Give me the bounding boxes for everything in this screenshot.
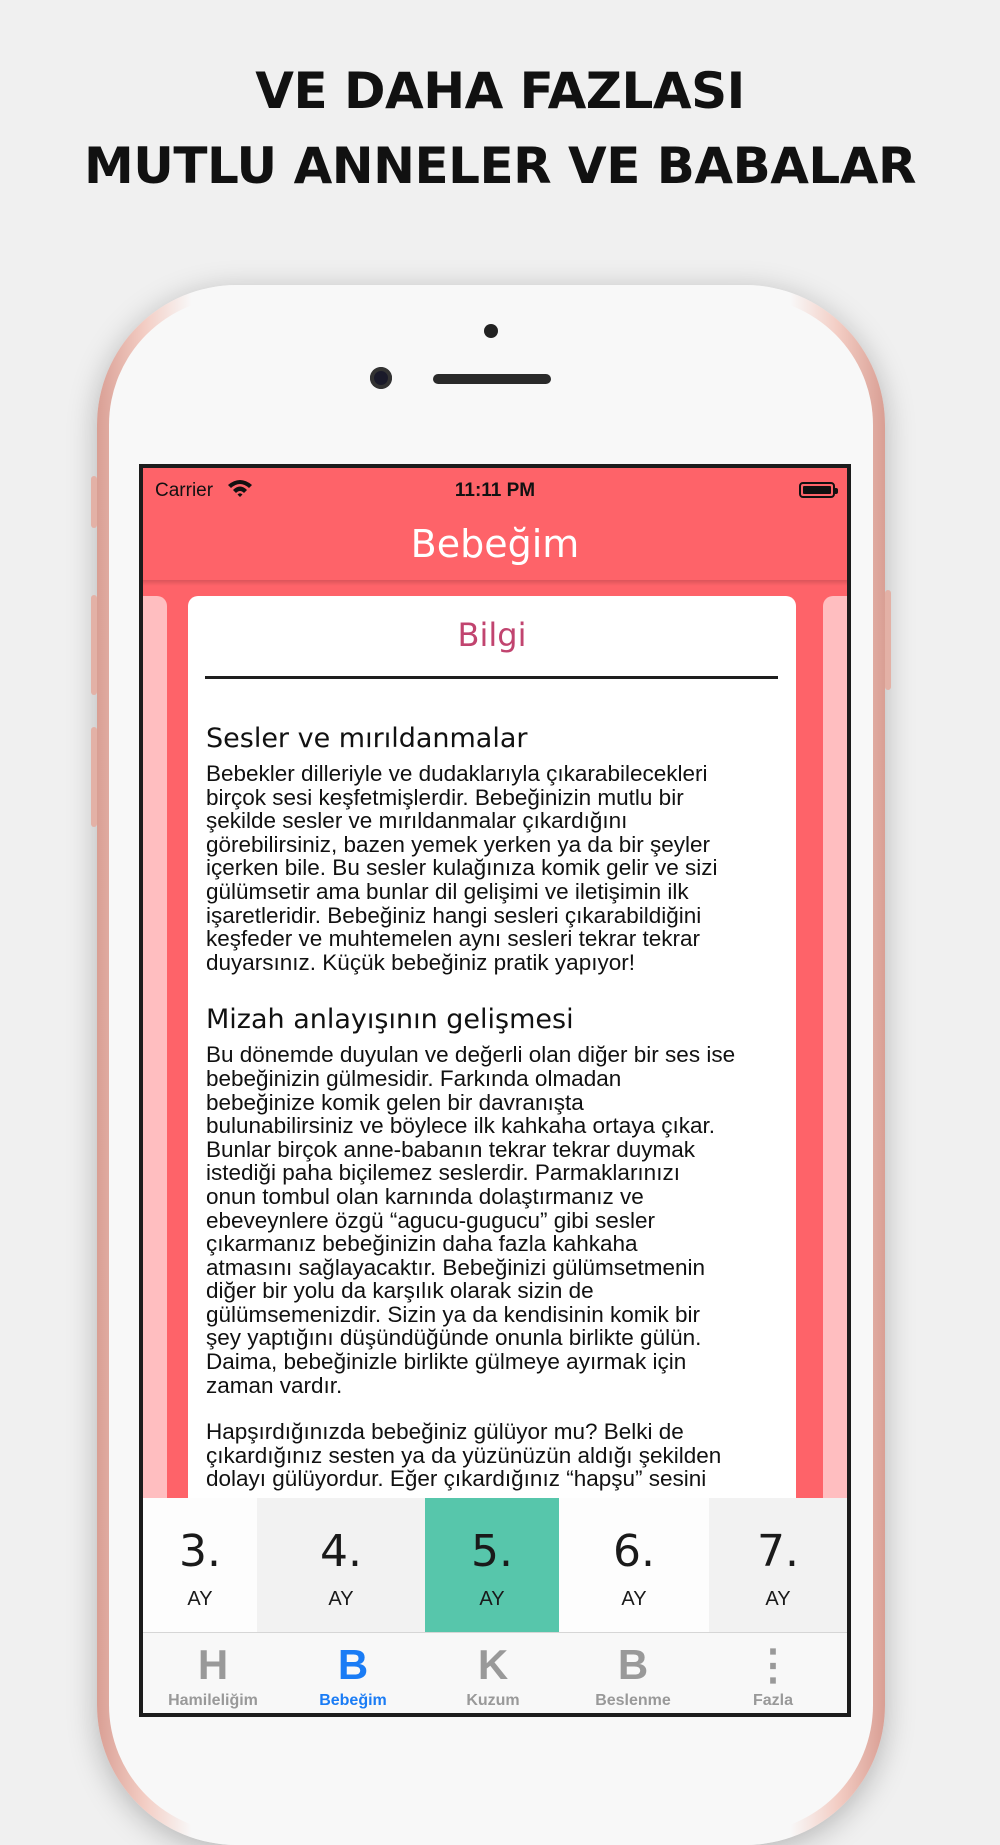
text-line: duyarsınız. Küçük bebeğiniz pratik yapıyor!: [206, 949, 635, 975]
month-number: 6.: [613, 1526, 655, 1577]
text-line: ebeveynlere özgü “agucu-gugucu” gibi sesler: [206, 1207, 656, 1233]
tab-label: Kuzum: [466, 1692, 520, 1709]
card-carousel[interactable]: [143, 580, 847, 1498]
b-letter-icon: B: [617, 1641, 649, 1688]
tab-kuzum[interactable]: [423, 1633, 563, 1714]
month-item-7[interactable]: [709, 1498, 847, 1632]
card-text[interactable]: [206, 723, 784, 1491]
section-heading: Mizah anlayışının gelişmesi: [206, 1004, 574, 1036]
text-line: Bu dönemde duyulan ve değerli olan diğer bir ses ise: [206, 1042, 736, 1068]
month-unit: AY: [328, 1588, 354, 1610]
month-unit: AY: [621, 1588, 647, 1610]
promo-line-2: MUTLU ANNELER VE BABALAR: [84, 137, 916, 195]
month-number: 5.: [471, 1526, 513, 1577]
tab-label: Fazla: [752, 1692, 793, 1709]
month-item-5[interactable]: [425, 1498, 559, 1632]
text-line: gülümsemenizdir. Sizin ya da kendisinin komik bir: [206, 1301, 700, 1327]
info-card[interactable]: [188, 596, 796, 1498]
power-button: [885, 590, 891, 690]
tab-bar: [143, 1632, 847, 1714]
previous-card[interactable]: [143, 596, 167, 1498]
text-line: birçok sesi keşfetmişlerdir. Bebeğinizin mutlu bir: [206, 784, 684, 810]
mute-switch: [91, 476, 97, 528]
more-vertical-icon: ⋮: [752, 1641, 794, 1688]
front-camera: [370, 367, 392, 389]
nav-title: Bebeğim: [143, 508, 847, 580]
section-body: [206, 762, 784, 974]
month-number: 3.: [179, 1526, 221, 1577]
text-line: çıkarmanız bebeğinizin daha fazla kahkaha: [206, 1231, 638, 1257]
h-letter-icon: H: [197, 1641, 229, 1688]
text-line: şekilde sesler ve mırıldanmalar çıkardığını: [206, 808, 628, 834]
text-line: görebilirsiniz, bazen yemek yerken ya da bir şeyler: [206, 831, 710, 857]
text-line: içerken bile. Bu sesler kulağınıza komik gelir ve sizi: [206, 855, 718, 881]
volume-up-button: [91, 595, 97, 695]
earpiece-speaker: [433, 374, 551, 384]
promo-line-1: VE DAHA FAZLASI: [255, 62, 745, 120]
card-title: Bilgi: [457, 616, 527, 654]
text-line: Bunlar birçok anne-babanın tekrar tekrar duymak: [206, 1136, 696, 1162]
text-line: şey yaptığını düşündüğünde onunla birlikte gülün.: [206, 1325, 702, 1351]
text-line: Hapşırdığınızda bebeğiniz gülüyor mu? Belki de: [206, 1419, 684, 1445]
clock: 11:11 PM: [454, 480, 536, 501]
text-line: gülümsetir ama bunlar dil gelişimi ve iletişimin ilk: [206, 878, 689, 904]
card-divider: [205, 676, 778, 679]
text-line: işaretleridir. Bebeğiniz hangi sesleri çıkarabildiğini: [206, 902, 702, 928]
text-line: çıkardığınız sesten ya da yüzünüzün aldığı şekilden: [206, 1442, 722, 1468]
tab-label: Hamileliğim: [168, 1692, 258, 1709]
month-number: 7.: [757, 1526, 799, 1577]
month-item-4[interactable]: [257, 1498, 425, 1632]
carrier-label: Carrier: [155, 480, 214, 501]
section-heading: Sesler ve mırıldanmalar: [206, 723, 528, 754]
text-line: bulunabilirsiniz ve böylece ilk kahkaha ortaya çıkar.: [206, 1113, 716, 1139]
k-letter-icon: K: [477, 1641, 509, 1688]
month-unit: AY: [187, 1588, 213, 1610]
tab-label: Beslenme: [595, 1692, 671, 1709]
month-item-3[interactable]: [143, 1498, 257, 1632]
month-unit: AY: [765, 1588, 791, 1610]
status-bar: [143, 468, 847, 508]
proximity-sensor: [484, 324, 498, 338]
text-line: Bebekler dilleriyle ve dudaklarıyla çıkarabilecekleri: [206, 761, 708, 786]
section-body: [206, 1043, 784, 1491]
month-unit: AY: [479, 1588, 505, 1610]
tab-fazla[interactable]: [703, 1633, 843, 1714]
b-letter-icon: B: [337, 1641, 369, 1688]
text-line: Daima, bebeğinizle birlikte gülmeye ayırmak için: [206, 1349, 687, 1375]
tab-hamileligim[interactable]: [143, 1633, 283, 1714]
text-line: atmasını sağlayacaktır. Bebeğinizi gülümsetmenin: [206, 1254, 706, 1280]
text-line: zaman vardır.: [206, 1372, 343, 1398]
text-line: bebeğinizin gülmesidir. Farkında olmadan: [206, 1065, 622, 1091]
next-card[interactable]: [823, 596, 847, 1498]
volume-down-button: [91, 727, 97, 827]
text-line: keşfeder ve muhtemelen aynı sesleri tekrar tekrar: [206, 926, 700, 952]
text-line: istediği paha biçilemez seslerdir. Parmaklarınızı: [206, 1160, 680, 1186]
text-line: diğer bir yolu da karşılık olarak sizin de: [206, 1278, 594, 1304]
app-screen: [139, 464, 851, 1717]
month-number: 4.: [320, 1526, 362, 1577]
text-line: dolayı gülüyordur. Eğer çıkardığınız “hapşu” sesini: [206, 1466, 707, 1492]
text-line: bebeğinize komik gelen bir davranışta: [206, 1089, 584, 1115]
month-picker[interactable]: [143, 1498, 847, 1632]
battery-icon: [799, 482, 835, 498]
tab-bebegim[interactable]: [283, 1633, 423, 1714]
tab-beslenme[interactable]: [563, 1633, 703, 1714]
text-line: onun tombul olan karnında dolaştırmanız ve: [206, 1183, 644, 1209]
month-item-6[interactable]: [559, 1498, 709, 1632]
tab-label: Bebeğim: [319, 1692, 387, 1709]
